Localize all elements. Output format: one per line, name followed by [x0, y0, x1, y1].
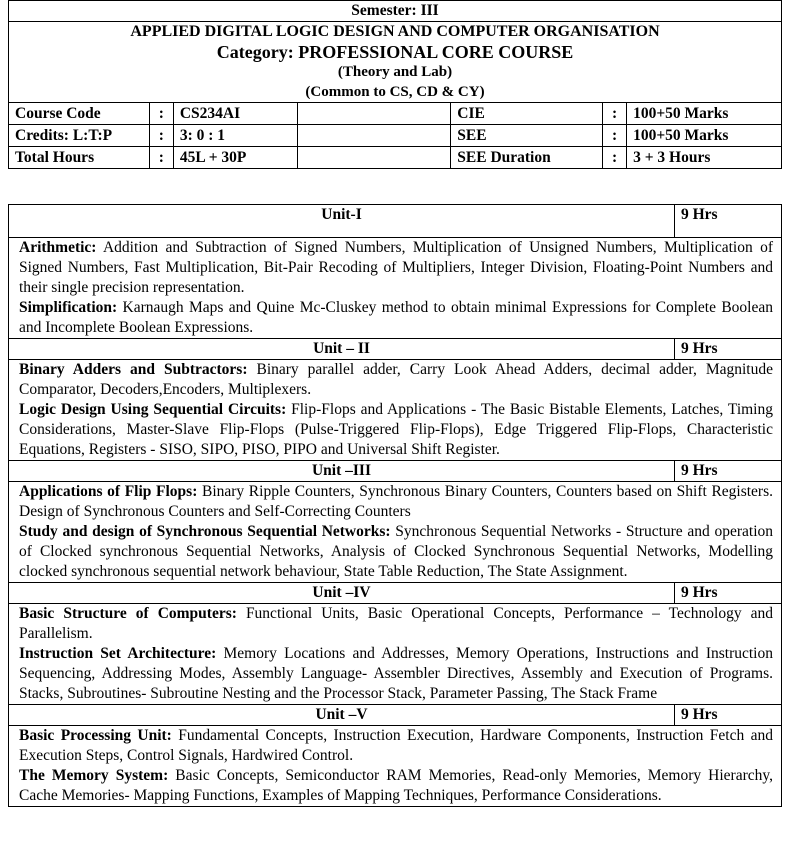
topic-heading: Logic Design Using Sequential Circuits:	[19, 401, 287, 418]
topic-text: Binary parallel adder, Carry Look Ahead Adders, decimal adder, Magnitude Comparator, Decoders,Encoders, Multiplexers.	[19, 361, 773, 398]
info-value: 3: 0 : 1	[173, 125, 297, 147]
info-value: 100+50 Marks	[627, 103, 782, 125]
course-header-table	[8, 0, 782, 103]
topic-heading: Arithmetic:	[19, 239, 97, 256]
info-row	[9, 125, 782, 147]
unit-header-row	[9, 205, 782, 238]
unit-hours: 9 Hrs	[675, 461, 782, 482]
unit-content	[9, 360, 782, 461]
info-empty	[297, 147, 451, 169]
unit-body-row	[9, 360, 782, 461]
topic-text: Flip-Flops and Applications - The Basic Bistable Elements, Latches, Timing Considerations, Master-Slave Flip-Flops (Pulse-Triggered Flip-Flops), Edge Triggered Flip-Flops, Characteristic Equations, Registers - SISO, SIPO, PISO, PIPO and Universal Shift Register.	[19, 401, 773, 458]
syllabus-units-table	[8, 204, 782, 807]
course-common: (Common to CS, CD & CY)	[305, 84, 485, 100]
unit-header-row	[9, 705, 782, 726]
course-title: APPLIED DIGITAL LOGIC DESIGN AND COMPUTER ORGANISATION	[130, 23, 660, 40]
unit-content	[9, 482, 782, 583]
unit-topic	[19, 766, 773, 806]
unit-body-row	[9, 726, 782, 807]
info-colon: :	[603, 125, 627, 147]
topic-text: Functional Units, Basic Operational Concepts, Performance – Technology and Parallelism.	[19, 605, 774, 642]
unit-content	[9, 726, 782, 807]
info-value: 100+50 Marks	[627, 125, 782, 147]
info-label: Total Hours	[9, 147, 150, 169]
info-colon: :	[603, 103, 627, 125]
unit-body-row	[9, 238, 782, 339]
unit-topic	[19, 298, 773, 338]
unit-hours: 9 Hrs	[675, 705, 782, 726]
info-value: 3 + 3 Hours	[627, 147, 782, 169]
topic-text: Fundamental Concepts, Instruction Execution, Hardware Components, Instruction Fetch and Execution Steps, Control Signals, Hardwired Control.	[19, 727, 773, 764]
unit-topic	[19, 522, 773, 582]
unit-title: Unit –IV	[9, 583, 675, 604]
unit-hours: 9 Hrs	[675, 205, 782, 238]
info-label: Credits: L:T:P	[9, 125, 150, 147]
info-label: Course Code	[9, 103, 150, 125]
topic-heading: Simplification:	[19, 299, 118, 316]
info-label: SEE	[451, 125, 603, 147]
unit-hours: 9 Hrs	[675, 583, 782, 604]
topic-text: Binary Ripple Counters, Synchronous Binary Counters, Counters based on Shift Registers. Design of Synchronous Counters and Self-Correcting Counters	[19, 483, 773, 520]
topic-text: Memory Locations and Addresses, Memory Operations, Instructions and Instruction Sequencing, Addressing Modes, Assembly Language- Assembler Directives, Assembly and Execution of Programs. Stacks, Subroutines- Subroutine Nesting and the Processor Stack, Parameter Passing, The Stack Frame	[19, 645, 773, 702]
unit-topic	[19, 360, 773, 400]
course-title-block	[9, 22, 782, 103]
topic-heading: Applications of Flip Flops:	[19, 483, 198, 500]
topic-text: Basic Concepts, Semiconductor RAM Memories, Read-only Memories, Memory Hierarchy, Cache Memories- Mapping Functions, Examples of Mapping Techniques, Performance Considerations.	[19, 767, 774, 804]
info-value: 45L + 30P	[173, 147, 297, 169]
unit-topic	[19, 238, 773, 298]
info-value: CS234AI	[173, 103, 297, 125]
course-info-table	[8, 102, 782, 169]
topic-heading: Binary Adders and Subtractors:	[19, 361, 248, 378]
unit-topic	[19, 482, 773, 522]
topic-text: Karnaugh Maps and Quine Mc-Cluskey method to obtain minimal Expressions for Complete Boolean and Incomplete Boolean Expressions.	[19, 299, 773, 336]
topic-heading: Basic Processing Unit:	[19, 727, 172, 744]
unit-content	[9, 604, 782, 705]
topic-heading: Study and design of Synchronous Sequential Networks:	[19, 523, 391, 540]
info-empty	[297, 125, 451, 147]
info-row	[9, 147, 782, 169]
unit-topic	[19, 644, 773, 704]
unit-body-row	[9, 604, 782, 705]
unit-topic	[19, 726, 773, 766]
unit-header-row	[9, 583, 782, 604]
semester-label: Semester: III	[9, 1, 782, 22]
info-empty	[297, 103, 451, 125]
unit-header-row	[9, 339, 782, 360]
info-colon: :	[603, 147, 627, 169]
info-colon: :	[149, 125, 173, 147]
unit-header-row	[9, 461, 782, 482]
unit-hours: 9 Hrs	[675, 339, 782, 360]
info-colon: :	[149, 147, 173, 169]
topic-text: Synchronous Sequential Networks - Structure and operation of Clocked synchronous Sequential Networks, Analysis of Clocked Synchronous Sequential Networks, Modelling clocked synchronous sequential network behaviour, State Table Reduction, The State Assignment.	[19, 523, 773, 580]
course-category: Category: PROFESSIONAL CORE COURSE	[216, 42, 574, 62]
unit-title: Unit-I	[9, 205, 675, 238]
unit-topic	[19, 604, 773, 644]
unit-title: Unit –V	[9, 705, 675, 726]
unit-title: Unit – II	[9, 339, 675, 360]
topic-heading: Basic Structure of Computers:	[19, 605, 237, 622]
info-row	[9, 103, 782, 125]
topic-heading: Instruction Set Architecture:	[19, 645, 217, 662]
course-mode: (Theory and Lab)	[337, 64, 453, 80]
info-colon: :	[149, 103, 173, 125]
unit-body-row	[9, 482, 782, 583]
topic-heading: The Memory System:	[19, 767, 169, 784]
info-label: CIE	[451, 103, 603, 125]
unit-title: Unit –III	[9, 461, 675, 482]
unit-topic	[19, 400, 773, 460]
unit-content	[9, 238, 782, 339]
topic-text: Addition and Subtraction of Signed Numbers, Multiplication of Unsigned Numbers, Multiplication of Signed Numbers, Fast Multiplication, Bit-Pair Recoding of Multipliers, Integer Division, Floating-Point Numbers and their single precision representation.	[19, 239, 773, 296]
info-label: SEE Duration	[451, 147, 603, 169]
